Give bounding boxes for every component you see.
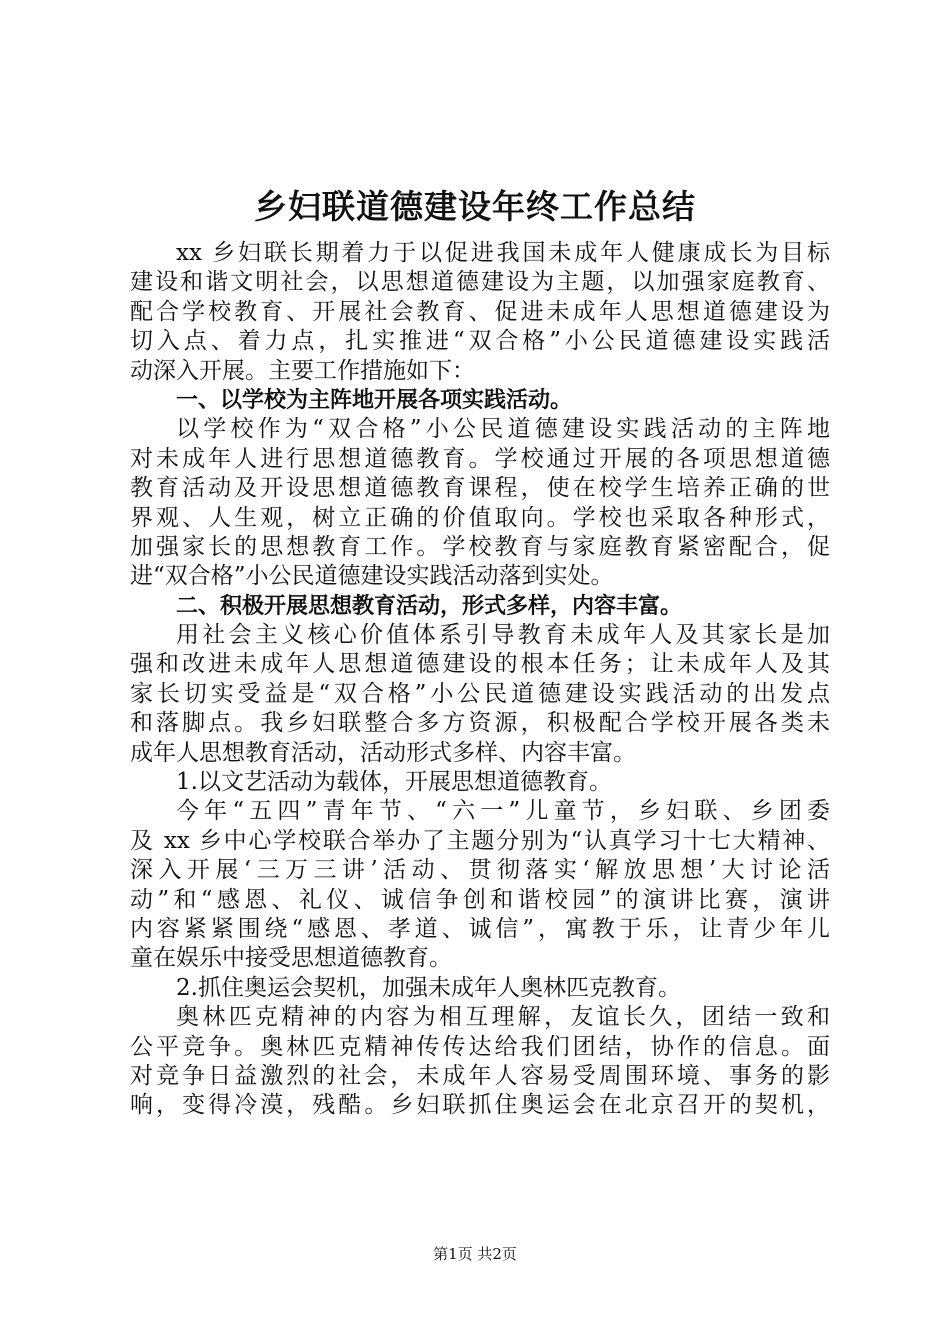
paragraph-line: 以学校作为“双合格”小公民道德建设实践活动的主阵地 — [176, 416, 830, 443]
paragraph-line: xx 乡妇联长期着力于以促进我国未成年人健康成长为目标 — [176, 240, 830, 266]
paragraph-line: 和落脚点。我乡妇联整合多方资源，积极配合学校开展各类未 — [130, 710, 830, 737]
paragraph-line: 响，变得冷漠，残酷。乡妇联抓住奥运会在北京召开的契机， — [130, 1092, 830, 1119]
paragraph-line: 成年人思想教育活动，活动形式多样、内容丰富。 — [130, 739, 636, 766]
paragraph-line: 童在娱乐中接受思想道德教育。 — [130, 945, 452, 972]
paragraph-line: 动深入开展。主要工作措施如下： — [130, 357, 475, 384]
paragraph-line: 用社会主义核心价值体系引导教育未成年人及其家长是加 — [176, 622, 830, 649]
section-heading: 一、以学校为主阵地开展各项实践活动。 — [176, 387, 573, 413]
paragraph-line: 对竞争日益激烈的社会，未成年人容易受周围环境、事务的影 — [130, 1062, 830, 1089]
paragraph-line: 今年“五四”青年节、“六一”儿童节，乡妇联、乡团委 — [176, 798, 830, 825]
paragraph-line: 配合学校教育、开展社会教育、促进未成年人思想道德建设为 — [130, 298, 830, 325]
document-body — [130, 239, 830, 1121]
paragraph-line: 深入开展‘三万三讲’活动、贯彻落实‘解放思想’大讨论活 — [130, 857, 830, 884]
paragraph-line: 公平竞争。奥林匹克精神传传达给我们团结，协作的信息。面 — [130, 1033, 830, 1060]
paragraph-line: 对未成年人进行思想道德教育。学校通过开展的各项思想道德 — [130, 445, 830, 472]
paragraph-line: 建设和谐文明社会，以思想道德建设为主题，以加强家庭教育、 — [130, 269, 830, 296]
paragraph-line: 界观、人生观，树立正确的价值取向。学校也采取各种形式， — [130, 504, 830, 531]
document-title: 乡妇联道德建设年终工作总结 — [254, 187, 696, 226]
paragraph-line: 奥林匹克精神的内容为相互理解，友谊长久，团结一致和 — [176, 1004, 830, 1031]
paragraph-line: 动”和“感恩、礼仪、诚信争创和谐校园”的演讲比赛，演讲 — [130, 886, 830, 913]
paragraph-line: 强和改进未成年人思想道德建设的根本任务；让未成年人及其 — [130, 651, 830, 678]
paragraph-line: 家长切实受益是“双合格”小公民道德建设实践活动的出发点 — [130, 680, 830, 707]
paragraph-line: 及 xx 乡中心学校联合举办了主题分别为“认真学习十七大精神、 — [130, 827, 830, 854]
paragraph-line: 切入点、着力点，扎实推进“双合格”小公民道德建设实践活 — [130, 328, 830, 355]
section-heading: 二、积极开展思想教育活动，形式多样，内容丰富。 — [176, 593, 683, 619]
paragraph-line: 进“双合格”小公民道德建设实践活动落到实处。 — [130, 563, 614, 590]
page-footer: 第1页 共2页 — [433, 1245, 517, 1263]
paragraph-line: 教育活动及开设思想道德教育课程，使在校学生培养正确的世 — [130, 475, 830, 502]
paragraph-line: 内容紧紧围绕“感恩、孝道、诚信”，寓教于乐，让青少年儿 — [130, 915, 830, 942]
paragraph-line: 加强家长的思想教育工作。学校教育与家庭教育紧密配合，促 — [130, 533, 830, 560]
subsection-heading: 2.抓住奥运会契机，加强未成年人奥林匹克教育。 — [176, 974, 681, 1001]
subsection-heading: 1.以文艺活动为载体，开展思想道德教育。 — [176, 769, 612, 796]
